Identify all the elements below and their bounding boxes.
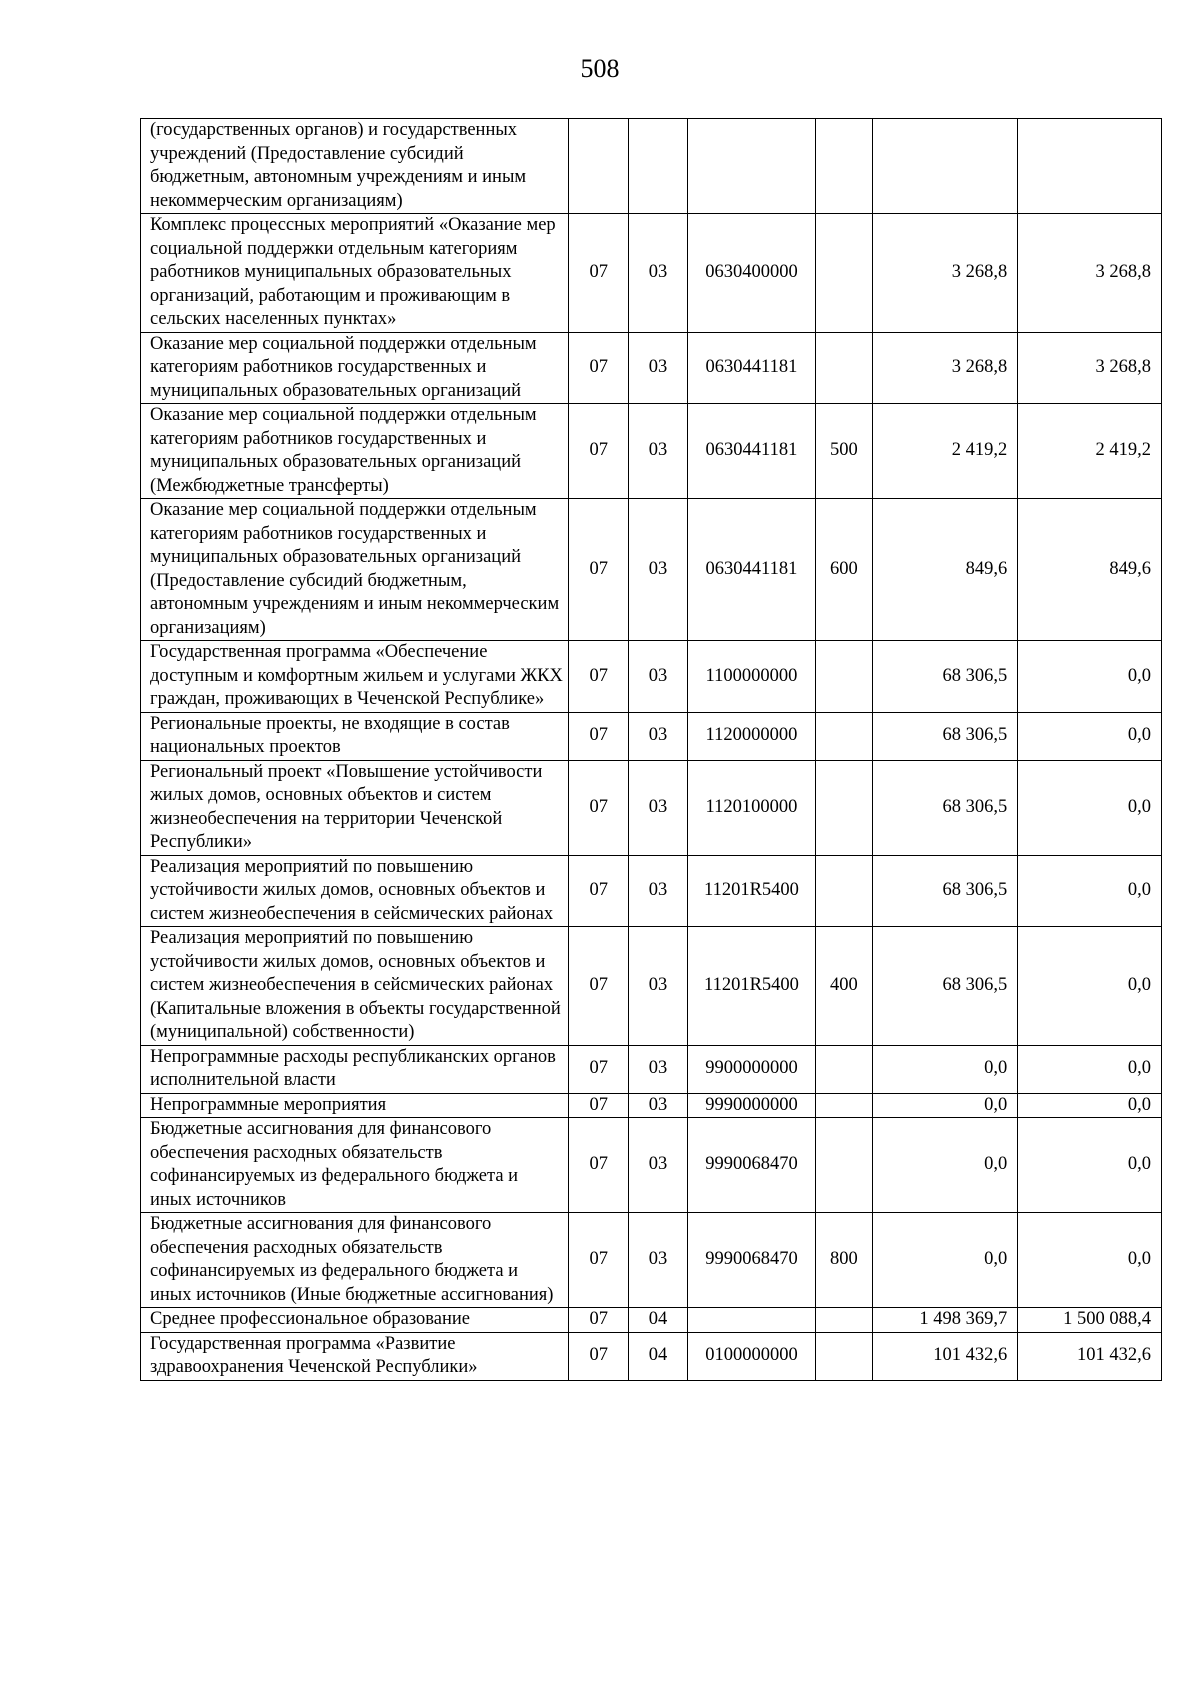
target-article-code: 0630441181 <box>687 332 816 404</box>
subsection-code: 03 <box>629 712 687 760</box>
row-description: Среднее профессиональное образование <box>141 1308 569 1333</box>
subsection-code: 03 <box>629 855 687 927</box>
amount-year-1: 68 306,5 <box>872 760 1018 855</box>
target-article-code: 11201R5400 <box>687 927 816 1046</box>
amount-year-2: 1 500 088,4 <box>1018 1308 1162 1333</box>
amount-year-1: 3 268,8 <box>872 332 1018 404</box>
subsection-code: 04 <box>629 1332 687 1380</box>
section-code: 07 <box>569 1213 629 1308</box>
amount-year-2: 0,0 <box>1018 1213 1162 1308</box>
amount-year-1: 3 268,8 <box>872 214 1018 333</box>
expense-type-code <box>816 214 872 333</box>
amount-year-2: 849,6 <box>1018 499 1162 641</box>
subsection-code: 03 <box>629 641 687 713</box>
row-description: Комплекс процессных мероприятий «Оказание мер социальной поддержки отдельным категориям работников муниципальных образовательных организаций, работающим и проживающим в сельских населенных пунктах» <box>141 214 569 333</box>
row-description: Бюджетные ассигнования для финансового обеспечения расходных обязательств софинансируемых из федерального бюджета и иных источников <box>141 1118 569 1213</box>
amount-year-2: 2 419,2 <box>1018 404 1162 499</box>
amount-year-2: 0,0 <box>1018 712 1162 760</box>
subsection-code: 03 <box>629 927 687 1046</box>
amount-year-1: 101 432,6 <box>872 1332 1018 1380</box>
target-article-code: 9990068470 <box>687 1118 816 1213</box>
section-code: 07 <box>569 641 629 713</box>
subsection-code: 03 <box>629 1118 687 1213</box>
subsection-code <box>629 119 687 214</box>
expense-type-code <box>816 1332 872 1380</box>
table-row <box>141 760 1162 855</box>
table-row <box>141 499 1162 641</box>
table-row <box>141 1045 1162 1093</box>
target-article-code: 9990068470 <box>687 1213 816 1308</box>
section-code: 07 <box>569 1118 629 1213</box>
expense-type-code: 400 <box>816 927 872 1046</box>
section-code: 07 <box>569 1093 629 1118</box>
subsection-code: 03 <box>629 499 687 641</box>
page-number: 508 <box>580 54 620 83</box>
target-article-code: 1100000000 <box>687 641 816 713</box>
table-row <box>141 855 1162 927</box>
amount-year-1: 68 306,5 <box>872 855 1018 927</box>
amount-year-2: 0,0 <box>1018 1093 1162 1118</box>
amount-year-1: 0,0 <box>872 1118 1018 1213</box>
section-code: 07 <box>569 760 629 855</box>
row-description: Непрограммные мероприятия <box>141 1093 569 1118</box>
expense-type-code <box>816 712 872 760</box>
section-code: 07 <box>569 499 629 641</box>
target-article-code: 9900000000 <box>687 1045 816 1093</box>
expense-type-code: 500 <box>816 404 872 499</box>
amount-year-2: 101 432,6 <box>1018 1332 1162 1380</box>
table-row <box>141 1213 1162 1308</box>
table-row <box>141 712 1162 760</box>
expense-type-code <box>816 760 872 855</box>
target-article-code: 1120000000 <box>687 712 816 760</box>
target-article-code: 1120100000 <box>687 760 816 855</box>
row-description: Реализация мероприятий по повышению устойчивости жилых домов, основных объектов и систем жизнеобеспечения в сейсмических районах <box>141 855 569 927</box>
amount-year-2: 0,0 <box>1018 855 1162 927</box>
row-description: Бюджетные ассигнования для финансового обеспечения расходных обязательств софинансируемых из федерального бюджета и иных источников (Иные бюджетные ассигнования) <box>141 1213 569 1308</box>
section-code: 07 <box>569 214 629 333</box>
section-code: 07 <box>569 404 629 499</box>
section-code: 07 <box>569 1308 629 1333</box>
expense-type-code <box>816 1118 872 1213</box>
expense-type-code <box>816 855 872 927</box>
target-article-code: 0100000000 <box>687 1332 816 1380</box>
expense-type-code <box>816 1045 872 1093</box>
section-code: 07 <box>569 927 629 1046</box>
amount-year-1: 0,0 <box>872 1045 1018 1093</box>
expense-type-code <box>816 332 872 404</box>
table-row <box>141 927 1162 1046</box>
amount-year-1: 68 306,5 <box>872 712 1018 760</box>
row-description: Региональные проекты, не входящие в состав национальных проектов <box>141 712 569 760</box>
subsection-code: 04 <box>629 1308 687 1333</box>
amount-year-1: 0,0 <box>872 1213 1018 1308</box>
table-row <box>141 641 1162 713</box>
row-description: (государственных органов) и государственных учреждений (Предоставление субсидий бюджетным, автономным учреждениям и иным некоммерческим организациям) <box>141 119 569 214</box>
budget-table <box>140 118 1162 1381</box>
amount-year-2: 0,0 <box>1018 641 1162 713</box>
amount-year-2: 3 268,8 <box>1018 214 1162 333</box>
row-description: Региональный проект «Повышение устойчивости жилых домов, основных объектов и систем жизнеобеспечения на территории Чеченской Республики» <box>141 760 569 855</box>
table-row <box>141 1308 1162 1333</box>
target-article-code: 0630441181 <box>687 404 816 499</box>
subsection-code: 03 <box>629 404 687 499</box>
amount-year-1: 0,0 <box>872 1093 1018 1118</box>
expense-type-code <box>816 1093 872 1118</box>
amount-year-2: 0,0 <box>1018 1045 1162 1093</box>
row-description: Непрограммные расходы республиканских органов исполнительной власти <box>141 1045 569 1093</box>
section-code: 07 <box>569 855 629 927</box>
section-code: 07 <box>569 1045 629 1093</box>
subsection-code: 03 <box>629 214 687 333</box>
target-article-code: 0630441181 <box>687 499 816 641</box>
amount-year-2: 3 268,8 <box>1018 332 1162 404</box>
target-article-code <box>687 119 816 214</box>
amount-year-2: 0,0 <box>1018 927 1162 1046</box>
row-description: Реализация мероприятий по повышению устойчивости жилых домов, основных объектов и систем жизнеобеспечения в сейсмических районах (Капитальные вложения в объекты государственной (муниципальной) собственности) <box>141 927 569 1046</box>
subsection-code: 03 <box>629 1045 687 1093</box>
table-row <box>141 1093 1162 1118</box>
target-article-code: 11201R5400 <box>687 855 816 927</box>
row-description: Государственная программа «Обеспечение доступным и комфортным жильем и услугами ЖКХ граждан, проживающих в Чеченской Республике» <box>141 641 569 713</box>
expense-type-code: 800 <box>816 1213 872 1308</box>
amount-year-2: 0,0 <box>1018 1118 1162 1213</box>
amount-year-1: 2 419,2 <box>872 404 1018 499</box>
expense-type-code <box>816 1308 872 1333</box>
expense-type-code <box>816 119 872 214</box>
target-article-code: 9990000000 <box>687 1093 816 1118</box>
table-row <box>141 332 1162 404</box>
row-description: Государственная программа «Развитие здравоохранения Чеченской Республики» <box>141 1332 569 1380</box>
table-row <box>141 214 1162 333</box>
section-code <box>569 119 629 214</box>
amount-year-2 <box>1018 119 1162 214</box>
row-description: Оказание мер социальной поддержки отдельным категориям работников государственных и муниципальных образовательных организаций (Предоставление субсидий бюджетным, автономным учреждениям и иным некоммерческим организациям) <box>141 499 569 641</box>
amount-year-1: 68 306,5 <box>872 927 1018 1046</box>
amount-year-1 <box>872 119 1018 214</box>
row-description: Оказание мер социальной поддержки отдельным категориям работников государственных и муниципальных образовательных организаций <box>141 332 569 404</box>
target-article-code <box>687 1308 816 1333</box>
table-row <box>141 1118 1162 1213</box>
amount-year-1: 68 306,5 <box>872 641 1018 713</box>
amount-year-1: 1 498 369,7 <box>872 1308 1018 1333</box>
amount-year-1: 849,6 <box>872 499 1018 641</box>
expense-type-code: 600 <box>816 499 872 641</box>
amount-year-2: 0,0 <box>1018 760 1162 855</box>
subsection-code: 03 <box>629 1213 687 1308</box>
section-code: 07 <box>569 332 629 404</box>
subsection-code: 03 <box>629 760 687 855</box>
expense-type-code <box>816 641 872 713</box>
section-code: 07 <box>569 1332 629 1380</box>
table-row <box>141 119 1162 214</box>
row-description: Оказание мер социальной поддержки отдельным категориям работников государственных и муниципальных образовательных организаций (Межбюджетные трансферты) <box>141 404 569 499</box>
section-code: 07 <box>569 712 629 760</box>
subsection-code: 03 <box>629 1093 687 1118</box>
subsection-code: 03 <box>629 332 687 404</box>
table-row <box>141 404 1162 499</box>
target-article-code: 0630400000 <box>687 214 816 333</box>
table-row <box>141 1332 1162 1380</box>
